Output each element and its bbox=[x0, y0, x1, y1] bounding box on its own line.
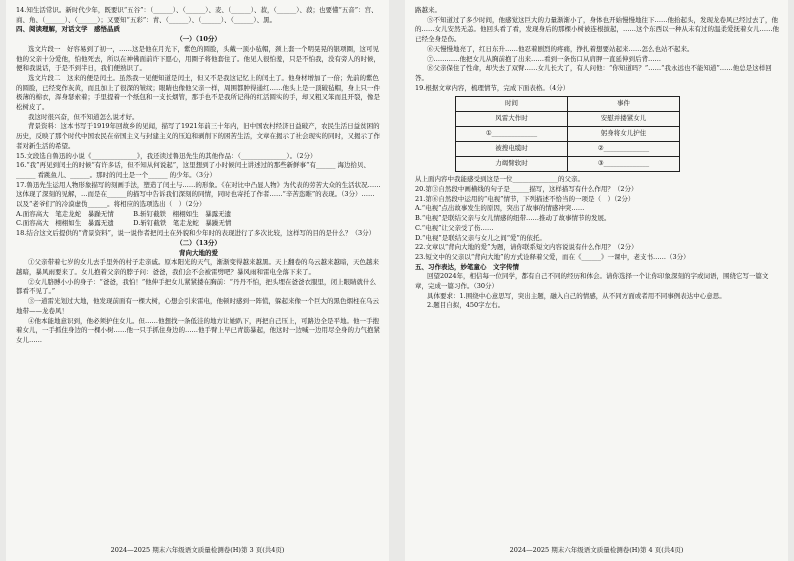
right-page-content bbox=[415, 6, 780, 311]
left-page-content bbox=[16, 6, 381, 346]
table-header: 时间 bbox=[456, 97, 568, 112]
table-row bbox=[456, 142, 680, 157]
option-c: C.“电视”让父亲受了伤…… bbox=[415, 223, 494, 232]
table-cell: 被搜电缆时 bbox=[456, 142, 568, 157]
paragraph-4-cont: 路越来。 bbox=[415, 6, 441, 14]
question-18: 18.结合这文后提供的“背景资料”，说一说作者把闰土在外貌和少年时的表现进行了多次比较，这样写的目的是什么？（3分） bbox=[16, 229, 376, 238]
option-a: A.“电视”点出故事发生的原因，突出了故事的情感冲突…… bbox=[415, 204, 585, 213]
table-row bbox=[456, 127, 680, 142]
option-ab: A.面容高大 笔走龙蛇 暴躁无情 B.斩钉截铁 栩栩如生 暴露无遗 bbox=[16, 209, 232, 218]
question-20: 20.第③自然段中画横线的句子是______描写，这样描写有什么作用？（2分） bbox=[415, 185, 638, 194]
paragraph-4: ④他本能地意识到，他必须护住女儿。但……他想找一条低洼的地方让她趴下，再把自己压上，可路边全是平地。他一手抱着女儿，一手抓住身边的一棵小树……他一只手抓住身边的……他手臂上早已青筋暴起，他这时一边喊一边用尽全身的力气抱紧女儿…… bbox=[16, 316, 380, 344]
paragraph-8: ⑧父亲保住了性命，却失去了双臂……女儿长大了，有人问他：“你知道吗？”……“我永远也不能知道”……他总是这样回答。 bbox=[415, 64, 772, 82]
paragraph-1: ①父亲带着七岁的女儿去手里外的村子走亲戚。原本阳光的天气，渐渐变得越来越黑。天上翻卷的乌云越来越暗，天色越来越暗，暴风雨要来了。女儿抱着父亲的脖子问：爸爸，我们会不会被雷劈吧？暴风雨和雷电全落下来了。 bbox=[16, 258, 379, 276]
page-footer-3: 2024—2025 期末六年级语文质量检测卷(H)第 3 页(共4页) bbox=[110, 546, 285, 554]
page-footer-4: 2024—2025 期末六年级语文质量检测卷(H)第 4 页(共4页) bbox=[509, 546, 684, 554]
exam-page-left bbox=[6, 0, 389, 561]
table-cell: ③______________ bbox=[568, 157, 680, 172]
table-cell: ②______________ bbox=[568, 142, 680, 157]
paragraph-6: ⑥天慢慢地亮了，红日东升……他忍着剧烈的疼痛，挣扎着想要站起来……怎么也站不起来。 bbox=[427, 44, 694, 53]
question-19-summary: 从上面内容中我能感受到这是一位______________的父亲。 bbox=[415, 175, 584, 184]
plot-table bbox=[455, 96, 680, 172]
passage-title: 背向大地的爱 bbox=[179, 248, 218, 257]
excerpt-two-end: 我这时很兴奋，但不知道怎么说才好。 bbox=[28, 112, 139, 121]
excerpt-one: 选文片段一 好容易到了初一，……这是他在月光下，紫色的圆脸，头戴一顶小毡帽，颈上套一个明晃晃的银项圈，这可见他的父亲十分爱他，怕他死去，所以在神佛面前许下愿心，用圈子将他套住了。他见人很怕羞，只是不怕我，没有旁人的时候，便和我说话，于是不到半日，我们便熟识了。 bbox=[16, 44, 380, 73]
question-15: 15.文段选自鲁迅的小说《______________》，我还读过鲁迅先生的其他作品：（______________）。（2分） bbox=[16, 151, 317, 160]
question-21: 21.第⑥自然段中运用的“电视”情节，下列描述不恰当的一项是（ ）（2分） bbox=[415, 194, 635, 203]
question-23: 23.短文中的父亲以“背向大地”的方式诠释着父爱，而在《______》一课中，老支书……（3分） bbox=[415, 252, 690, 261]
section-five-heading: 五、习作表达，妙笔童心 文字传情 bbox=[415, 262, 519, 271]
option-d: D.“电视”是联结父亲与女儿之间“爱”的依托。 bbox=[415, 233, 546, 242]
paragraph-5: ⑤不知道过了多少时间，他感觉这巨大的力量渐渐小了，身体也开始慢慢地往下……他抬起头，发现龙卷风已经过去了，他的……女儿安然无恙。他回头看了看，发现身后的那棵小树被连根拔起，……这个东西以一种从未有过的温柔爱抚着女儿……他已经全身是伤。 bbox=[415, 15, 779, 44]
part-two-heading: （二）（13分） bbox=[176, 238, 221, 247]
table-header: 事件 bbox=[568, 97, 680, 112]
paragraph-3: ③一道雷光划过大地，他发现前面有一棵大树，心想会引来雷电，他顿时感到一阵慌，躲起来像一个巨大的黑色烟柱在乌云地带——龙卷风！ bbox=[16, 297, 379, 315]
option-b: B.“电视”是联结父亲与女儿情感的纽带……推动了故事情节的发展。 bbox=[415, 214, 611, 223]
paragraph-2: ②女儿胳膊小小的身子：“爸爸，我怕！”他伸手把女儿紧紧搂在胸前：“丹丹不怕，把头埋在爸爸衣服里，闭上眼睛就什么都看不见了。” bbox=[16, 277, 376, 296]
writing-prompt: 回望2024年，相信每一位同学，都有自己不同的经历和体会。请你选择一个让你印象深刻的字或词语，围绕它写一篇文章，完成一篇习作。（30分） bbox=[415, 272, 769, 291]
table-cell: 风雷大作时 bbox=[456, 112, 568, 127]
table-row bbox=[456, 157, 680, 172]
table-cell: 安慰并搂紧女儿 bbox=[568, 112, 680, 127]
background-info: 背景资料：这本书写于1919年回故乡的见闻，描写了1921年前三十年内，旧中国农村经济日益破产，农民生活日益贫困的历史，反映了那个时代中国农民在帝国主义与封建主义的压迫和剥削下的困苦生活，文章在揭示了社会现实的同时，又揭示了作者对新生活的希望。 bbox=[16, 122, 380, 150]
exam-page-right bbox=[405, 0, 788, 561]
paragraph-7: ⑦…………他把女儿从胸前抱了出来……看到一条伤口从肩胛一直延伸到后背…… bbox=[427, 54, 661, 63]
question-17: 17.鲁迅先生运用人物形象描写的刻画手法，塑造了闰土与……的形象。《在对比中凸显人物》为代表的劳苦大众的生活状况……这体现了深刻的见解，…而是在______的描写中告诉我们深刻的同情，同时也寄托了作者……“辛苦恣睢”的表现。（3分）……以及“老爷们”的冷漠虚伪______。将相应的选项选出（ ）（2分） bbox=[16, 180, 381, 209]
excerpt-two: 选文片段二 这来的便是闰土。虽然我一见便知道是闰土，但又不是我这记忆上的闰土了。他身材增加了一倍；先前的紫色的圆脸，已经变作灰黄，而且加上了很深的皱纹；眼睛也像他父亲一样，周围都肿得通红……他头上是一顶破毡帽，身上只一件极薄的棉衣，浑身瑟索着；手里提着一个纸包和一支长烟管，那手也不是我所记得的红活圆实的手，却又粗又笨而且开裂，像是松树皮了。 bbox=[16, 73, 380, 112]
writing-requirement-1: 具体要求：1.围绕中心意思写，突出主题，融入自己的情感，从不同方面或者用不同事例表达中心意思。 bbox=[427, 291, 726, 300]
table-cell: 躬身将女儿护住 bbox=[568, 127, 680, 142]
table-cell: 力竭臂软时 bbox=[456, 157, 568, 172]
table-cell: ①______________ bbox=[456, 127, 568, 142]
question-19: 19.根据文章内容，梳理情节，完成下面表格。（4分） bbox=[415, 83, 570, 92]
option-cd: C.面容高大 栩栩如生 暴露无遗 D.斩钉截铁 笔走龙蛇 暴躁无情 bbox=[16, 219, 232, 228]
table-header-row bbox=[456, 97, 680, 112]
question-22: 22.文章以“背向大地的爱”为题，请你联系短文内容说说有什么作用？（2分） bbox=[415, 243, 638, 252]
writing-requirement-2: 2.题目自拟，450字左右。 bbox=[427, 301, 505, 310]
part-one-heading: （一）（10分） bbox=[176, 35, 221, 44]
question-14: 14.知生活常识。新时代少年，既要识“五谷”：（______）、（______）、麦、（______）、菽，（______）、菽；也要懂“五音”：宫、商、角、（______）、（______）；又要知“五彩”：青、（______）、（______）、（______）、黑。 bbox=[16, 6, 378, 24]
table-row bbox=[456, 112, 680, 127]
section-four-heading: 四、阅读理解，对话文学 感悟品质 bbox=[16, 25, 120, 34]
question-16: 16.“我”再见到闰土的时候“有许多话，但不知从何说起”，这里想到了小时候闰土讲述过的那些新鲜事“有______ 海边拾贝、______ 看跳鱼儿、______。那时的闰土是一个______ 的少年。（3分） bbox=[16, 161, 371, 179]
